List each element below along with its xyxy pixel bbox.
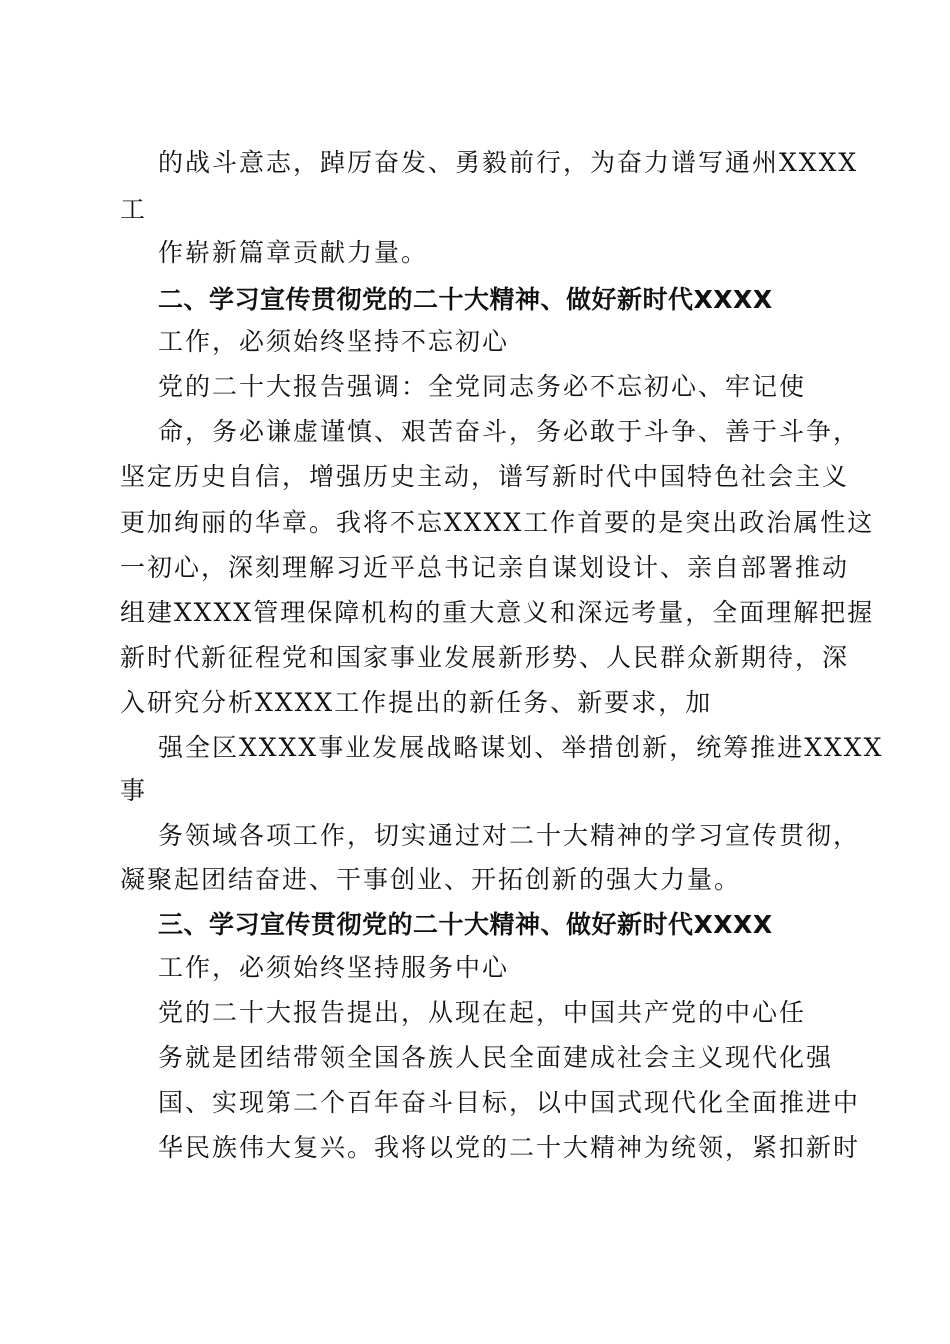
section-heading-3-continued: 工作，必须始终坚持服务中心 bbox=[158, 953, 510, 982]
body-line: 务就是团结带领全国各族人民全面建成社会主义现代化强 bbox=[158, 1043, 834, 1072]
body-line: 新时代新征程党和国家事业发展新形势、人民群众新期待，深 bbox=[120, 643, 850, 672]
body-line: 工 bbox=[120, 195, 148, 224]
body-line: 一初心，深刻理解习近平总书记亲自谋划设计、亲自部署推动 bbox=[120, 553, 850, 582]
body-line: 入研究分析XXXX工作提出的新任务、新要求，加 bbox=[120, 688, 713, 717]
body-line: 务领域各项工作，切实通过对二十大精神的学习宣传贯彻， bbox=[158, 821, 861, 850]
body-line: 组建XXXX管理保障机构的重大意义和深远考量，全面理解把握 bbox=[120, 598, 875, 627]
body-line: 更加绚丽的华章。我将不忘XXXX工作首要的是突出政治属性这 bbox=[120, 508, 875, 537]
section-heading-2: 二、学习宣传贯彻党的二十大精神、做好新时代XXXX bbox=[158, 285, 773, 314]
body-line: 国、实现第二个百年奋斗目标，以中国式现代化全面推进中 bbox=[158, 1088, 861, 1117]
body-line: 命，务必谦虚谨慎、艰苦奋斗，务必敢于斗争、善于斗争， bbox=[158, 417, 861, 446]
body-line: 凝聚起团结奋进、干事创业、开拓创新的强大力量。 bbox=[120, 865, 742, 894]
body-line: 党的二十大报告提出，从现在起，中国共产党的中心任 bbox=[158, 998, 807, 1027]
body-line: 党的二十大报告强调：全党同志务必不忘初心、牢记使 bbox=[158, 372, 807, 401]
body-line: 坚定历史自信，增强历史主动，谱写新时代中国特色社会主义 bbox=[120, 462, 850, 491]
body-line: 作崭新篇章贡献力量。 bbox=[158, 238, 429, 267]
section-heading-3: 三、学习宣传贯彻党的二十大精神、做好新时代XXXX bbox=[158, 910, 773, 939]
section-heading-2-continued: 工作，必须始终坚持不忘初心 bbox=[158, 327, 510, 356]
body-line: 事 bbox=[120, 776, 148, 805]
body-line: 华民族伟大复兴。我将以党的二十大精神为统领，紧扣新时 bbox=[158, 1133, 861, 1162]
body-line: 强全区XXXX事业发展战略谋划、举措创新，统筹推进XXXX bbox=[158, 733, 884, 762]
body-line: 的战斗意志，踔厉奋发、勇毅前行，为奋力谱写通州XXXX bbox=[158, 148, 859, 177]
